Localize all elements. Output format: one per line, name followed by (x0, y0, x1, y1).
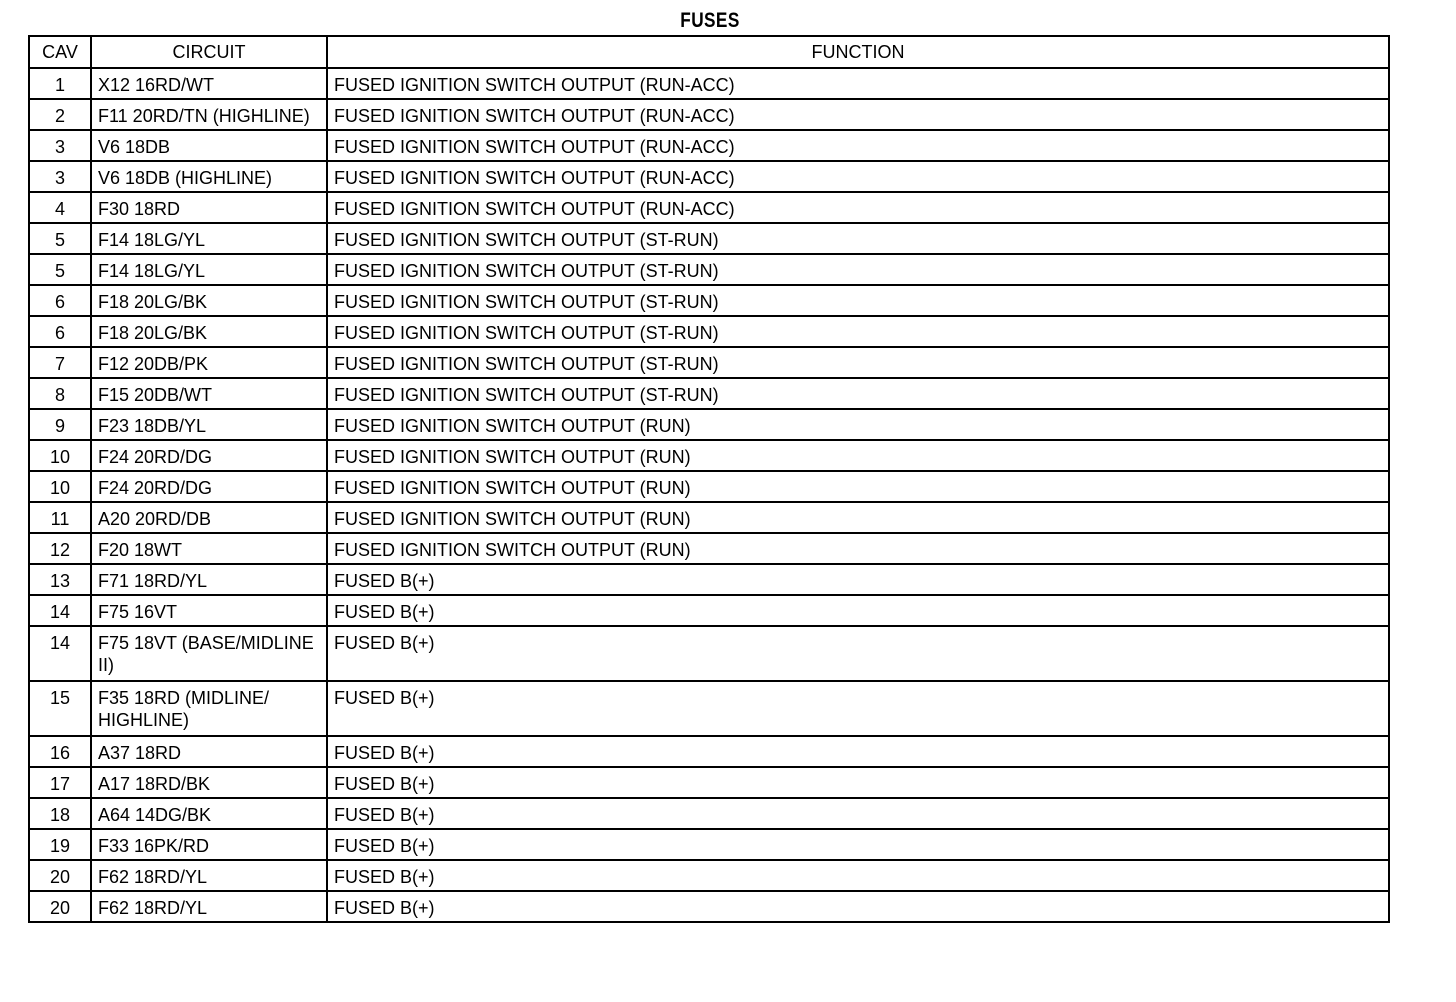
cav-cell: 11 (29, 502, 91, 533)
circuit-cell: F35 18RD (MIDLINE/ HIGHLINE) (91, 681, 327, 736)
table-row (29, 681, 1389, 736)
table-row (29, 471, 1389, 502)
circuit-cell: F11 20RD/TN (HIGHLINE) (91, 99, 327, 130)
table-row (29, 891, 1389, 922)
function-cell: FUSED IGNITION SWITCH OUTPUT (ST-RUN) (327, 347, 1389, 378)
circuit-cell: F18 20LG/BK (91, 316, 327, 347)
cav-cell: 12 (29, 533, 91, 564)
function-cell: FUSED IGNITION SWITCH OUTPUT (ST-RUN) (327, 223, 1389, 254)
function-cell: FUSED B(+) (327, 626, 1389, 681)
table-row (29, 409, 1389, 440)
cav-cell: 13 (29, 564, 91, 595)
circuit-cell: F23 18DB/YL (91, 409, 327, 440)
table-row (29, 99, 1389, 130)
fuses-table (28, 35, 1390, 923)
circuit-cell: F30 18RD (91, 192, 327, 223)
cav-cell: 5 (29, 254, 91, 285)
function-cell: FUSED B(+) (327, 860, 1389, 891)
table-row (29, 502, 1389, 533)
cav-cell: 2 (29, 99, 91, 130)
table-row (29, 829, 1389, 860)
cav-cell: 7 (29, 347, 91, 378)
cav-cell: 9 (29, 409, 91, 440)
table-row (29, 316, 1389, 347)
table-row (29, 860, 1389, 891)
table-row (29, 564, 1389, 595)
circuit-cell: V6 18DB (91, 130, 327, 161)
page-title: FUSES (680, 9, 740, 32)
cav-cell: 17 (29, 767, 91, 798)
function-cell: FUSED IGNITION SWITCH OUTPUT (RUN) (327, 471, 1389, 502)
cav-cell: 10 (29, 471, 91, 502)
function-cell: FUSED IGNITION SWITCH OUTPUT (ST-RUN) (327, 254, 1389, 285)
table-row (29, 378, 1389, 409)
cav-cell: 1 (29, 68, 91, 99)
table-row (29, 626, 1389, 681)
table-row (29, 254, 1389, 285)
circuit-cell: A20 20RD/DB (91, 502, 327, 533)
table-row (29, 192, 1389, 223)
cav-cell: 14 (29, 626, 91, 681)
circuit-cell: F14 18LG/YL (91, 223, 327, 254)
cav-cell: 8 (29, 378, 91, 409)
circuit-cell: F24 20RD/DG (91, 471, 327, 502)
circuit-cell: A64 14DG/BK (91, 798, 327, 829)
table-header-row (29, 36, 1389, 68)
cav-cell: 6 (29, 316, 91, 347)
function-cell: FUSED IGNITION SWITCH OUTPUT (RUN) (327, 409, 1389, 440)
cav-cell: 16 (29, 736, 91, 767)
function-cell: FUSED IGNITION SWITCH OUTPUT (ST-RUN) (327, 378, 1389, 409)
circuit-cell: F12 20DB/PK (91, 347, 327, 378)
function-cell: FUSED B(+) (327, 829, 1389, 860)
circuit-cell: F15 20DB/WT (91, 378, 327, 409)
function-cell: FUSED IGNITION SWITCH OUTPUT (RUN) (327, 502, 1389, 533)
circuit-cell: F62 18RD/YL (91, 891, 327, 922)
circuit-cell: V6 18DB (HIGHLINE) (91, 161, 327, 192)
circuit-cell: X12 16RD/WT (91, 68, 327, 99)
function-cell: FUSED B(+) (327, 891, 1389, 922)
cav-cell: 14 (29, 595, 91, 626)
table-row (29, 533, 1389, 564)
function-cell: FUSED IGNITION SWITCH OUTPUT (RUN) (327, 533, 1389, 564)
circuit-cell: F24 20RD/DG (91, 440, 327, 471)
table-row (29, 223, 1389, 254)
function-cell: FUSED IGNITION SWITCH OUTPUT (ST-RUN) (327, 285, 1389, 316)
function-cell: FUSED B(+) (327, 595, 1389, 626)
cav-cell: 18 (29, 798, 91, 829)
cav-cell: 15 (29, 681, 91, 736)
circuit-cell: A17 18RD/BK (91, 767, 327, 798)
table-row (29, 347, 1389, 378)
function-cell: FUSED IGNITION SWITCH OUTPUT (ST-RUN) (327, 316, 1389, 347)
function-cell: FUSED IGNITION SWITCH OUTPUT (RUN-ACC) (327, 192, 1389, 223)
circuit-cell: F18 20LG/BK (91, 285, 327, 316)
column-header-circuit: CIRCUIT (91, 36, 327, 68)
table-row (29, 595, 1389, 626)
table-row (29, 130, 1389, 161)
circuit-cell: A37 18RD (91, 736, 327, 767)
circuit-cell: F62 18RD/YL (91, 860, 327, 891)
cav-cell: 20 (29, 891, 91, 922)
function-cell: FUSED IGNITION SWITCH OUTPUT (RUN-ACC) (327, 68, 1389, 99)
function-cell: FUSED IGNITION SWITCH OUTPUT (RUN-ACC) (327, 161, 1389, 192)
table-row (29, 767, 1389, 798)
table-row (29, 285, 1389, 316)
cav-cell: 10 (29, 440, 91, 471)
cav-cell: 6 (29, 285, 91, 316)
circuit-cell: F75 18VT (BASE/MIDLINE II) (91, 626, 327, 681)
function-cell: FUSED B(+) (327, 681, 1389, 736)
circuit-cell: F33 16PK/RD (91, 829, 327, 860)
cav-cell: 3 (29, 130, 91, 161)
function-cell: FUSED IGNITION SWITCH OUTPUT (RUN) (327, 440, 1389, 471)
table-row (29, 68, 1389, 99)
function-cell: FUSED IGNITION SWITCH OUTPUT (RUN-ACC) (327, 99, 1389, 130)
function-cell: FUSED B(+) (327, 798, 1389, 829)
function-cell: FUSED B(+) (327, 564, 1389, 595)
table-row (29, 798, 1389, 829)
circuit-cell: F75 16VT (91, 595, 327, 626)
table-row (29, 161, 1389, 192)
function-cell: FUSED B(+) (327, 767, 1389, 798)
column-header-function: FUNCTION (327, 36, 1389, 68)
circuit-cell: F20 18WT (91, 533, 327, 564)
function-cell: FUSED B(+) (327, 736, 1389, 767)
table-row (29, 440, 1389, 471)
cav-cell: 5 (29, 223, 91, 254)
cav-cell: 20 (29, 860, 91, 891)
column-header-cav: CAV (29, 36, 91, 68)
cav-cell: 19 (29, 829, 91, 860)
function-cell: FUSED IGNITION SWITCH OUTPUT (RUN-ACC) (327, 130, 1389, 161)
circuit-cell: F71 18RD/YL (91, 564, 327, 595)
cav-cell: 4 (29, 192, 91, 223)
circuit-cell: F14 18LG/YL (91, 254, 327, 285)
cav-cell: 3 (29, 161, 91, 192)
table-row (29, 736, 1389, 767)
